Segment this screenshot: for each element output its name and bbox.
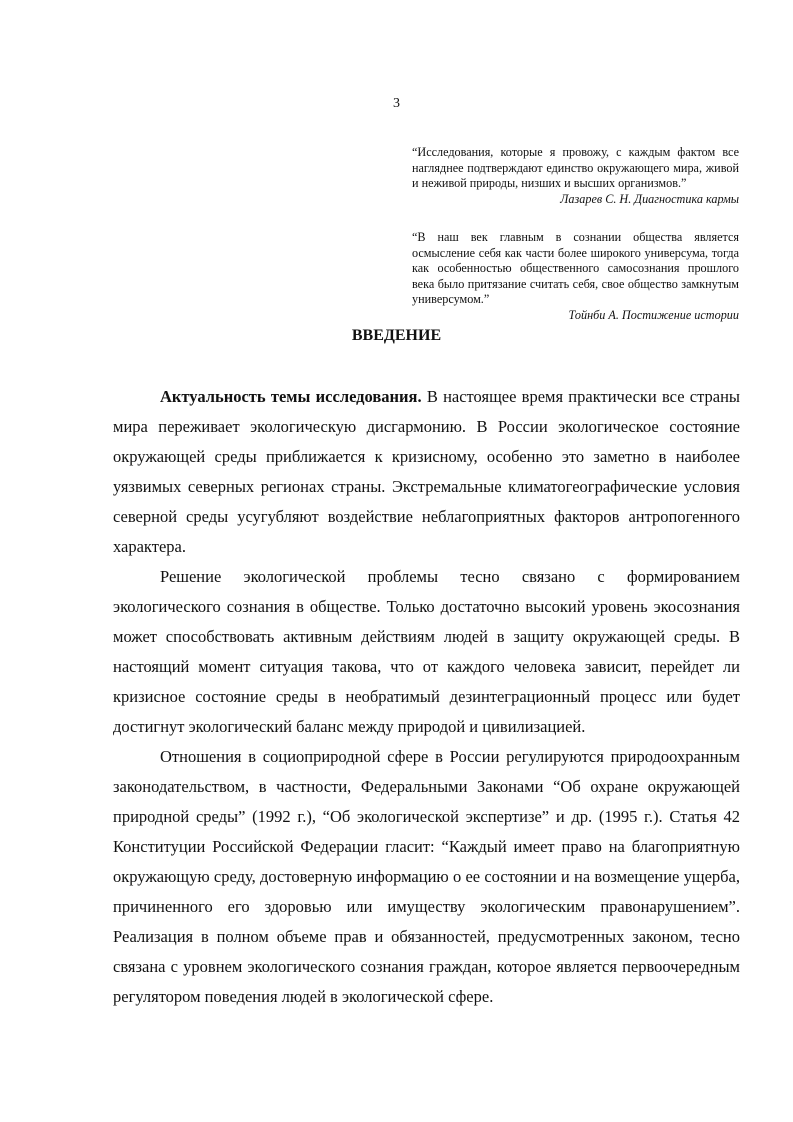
epigraph-2-source: Тойнби А. Постижение истории: [568, 307, 739, 322]
paragraph-1-lead: Актуальность темы исследования.: [160, 387, 422, 406]
paragraph-2: Решение экологической проблемы тесно связано с формированием экологического сознания в обществе. Только достаточно высокий уровень экосознания может способствовать активным действиям людей в защиту окружающей среды. В настоящий момент ситуация такова, что от каждого человека зависит, перейдет ли кризисное состояние среды в необратимый дезинтеграционный процесс или будет достигнут экологический баланс между природой и цивилизацией.: [113, 567, 740, 736]
page-number: 3: [393, 96, 400, 111]
epigraph-2: [412, 230, 739, 323]
epigraph-1-source: Лазарев С. Н. Диагностика кармы: [560, 191, 739, 206]
section-title: ВВЕДЕНИЕ: [351, 327, 442, 344]
paragraph-3: Отношения в социоприродной сфере в России регулируются природоохранным законодательством, в частности, Федеральными Законами “Об охране окружающей природной среды” (1992 г.), “Об экологической экспертизе” и др. (1995 г.). Статья 42 Конституции Российской Федерации гласит: “Каждый имеет право на благоприятную окружающую среду, достоверную информацию о ее состоянии и на возмещение ущерба, причиненного его здоровью или имуществу экологическим правонарушением”. Реализация в полном объеме прав и обязанностей, предусмотренных законом, тесно связана с уровнем экологического сознания граждан, которое является первоочередным регулятором поведения людей в экологической сфере.: [113, 747, 740, 1006]
epigraph-2-text: “В наш век главным в сознании общества является осмысление себя как части более широкого универсума, тогда как особенностью общественного самосознания прошлого века было притязание считать себя, свое общество замкнутым универсумом.”: [412, 230, 739, 306]
epigraph-1: [412, 145, 739, 207]
epigraph-1-text: “Исследования, которые я провожу, с каждым фактом все нагляднее подтверждают единство окружающего мира, живой и неживой природы, низших и высших организмов.”: [412, 145, 739, 190]
paragraph-1: [113, 382, 740, 562]
paragraph-1-text: В настоящее время практически все страны мира переживает экологическую дисгармонию. В России экологическое состояние окружающей среды приближается к кризисному, особенно это заметно в наиболее уязвимых северных регионах страны. Экстремальные климатогеографические условия северной среды усугубляют воздействие неблагоприятных факторов антропогенного характера.: [113, 387, 740, 556]
body-text: [113, 382, 740, 1012]
